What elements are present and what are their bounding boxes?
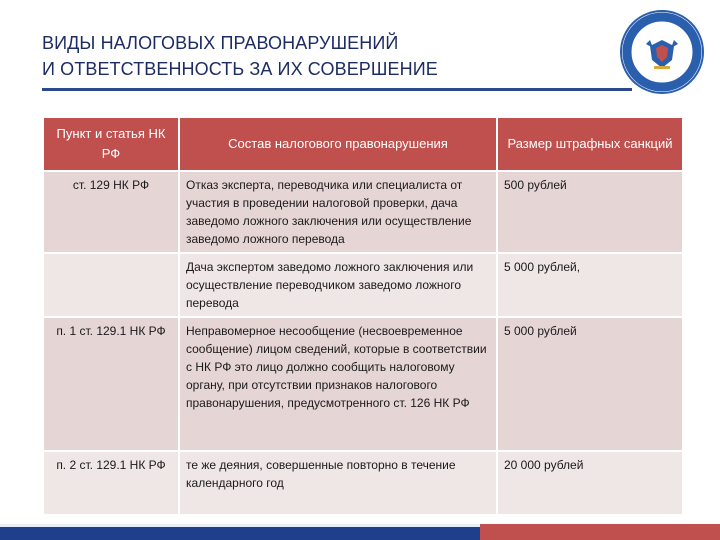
- table-header-row: [43, 117, 683, 171]
- footer-bar-red: [480, 524, 720, 540]
- row-penalty: 20 000 рублей: [497, 451, 683, 515]
- page-title: [42, 30, 602, 82]
- row-description: Дача экспертом заведомо ложного заключения или осуществление переводчиком заведомо ложного перевода: [179, 253, 497, 317]
- page-title-line-1: ВИДЫ НАЛОГОВЫХ ПРАВОНАРУШЕНИЙ: [42, 33, 399, 53]
- row-article: ст. 129 НК РФ: [43, 171, 179, 253]
- row-article: п. 2 ст. 129.1 НК РФ: [43, 451, 179, 515]
- table-row: [43, 171, 683, 253]
- row-penalty: 500 рублей: [497, 171, 683, 253]
- title-underline: [42, 88, 632, 91]
- penalties-table: [42, 116, 684, 516]
- row-article: п. 1 ст. 129.1 НК РФ: [43, 317, 179, 451]
- row-penalty: 5 000 рублей,: [497, 253, 683, 317]
- row-description: Неправомерное несообщение (несвоевременное сообщение) лицом сведений, которые в соответствии с НК РФ это лицо должно сообщить налоговому органу, при отсутствии признаков налогового правонарушения, предусмотренного ст. 126 НК РФ: [179, 317, 497, 451]
- row-description: Отказ эксперта, переводчика или специалиста от участия в проведении налоговой проверки, дача заведомо ложного заключения или осуществление заведомо ложного перевода: [179, 171, 497, 253]
- header-description: Состав налогового правонарушения: [179, 117, 497, 171]
- row-description: те же деяния, совершенные повторно в течение календарного год: [179, 451, 497, 515]
- table-row: [43, 253, 683, 317]
- row-penalty: 5 000 рублей: [497, 317, 683, 451]
- table-row: [43, 451, 683, 515]
- row-article: [43, 253, 179, 317]
- footer-bar: [0, 524, 720, 540]
- table-row: [43, 317, 683, 451]
- header-penalty: Размер штрафных санкций: [497, 117, 683, 171]
- page-title-line-2: И ОТВЕТСТВЕННОСТЬ ЗА ИХ СОВЕРШЕНИЕ: [42, 59, 438, 79]
- header-article: Пункт и статья НК РФ: [43, 117, 179, 171]
- tax-service-emblem-icon: [620, 10, 704, 94]
- footer-bar-highlight: [0, 524, 480, 527]
